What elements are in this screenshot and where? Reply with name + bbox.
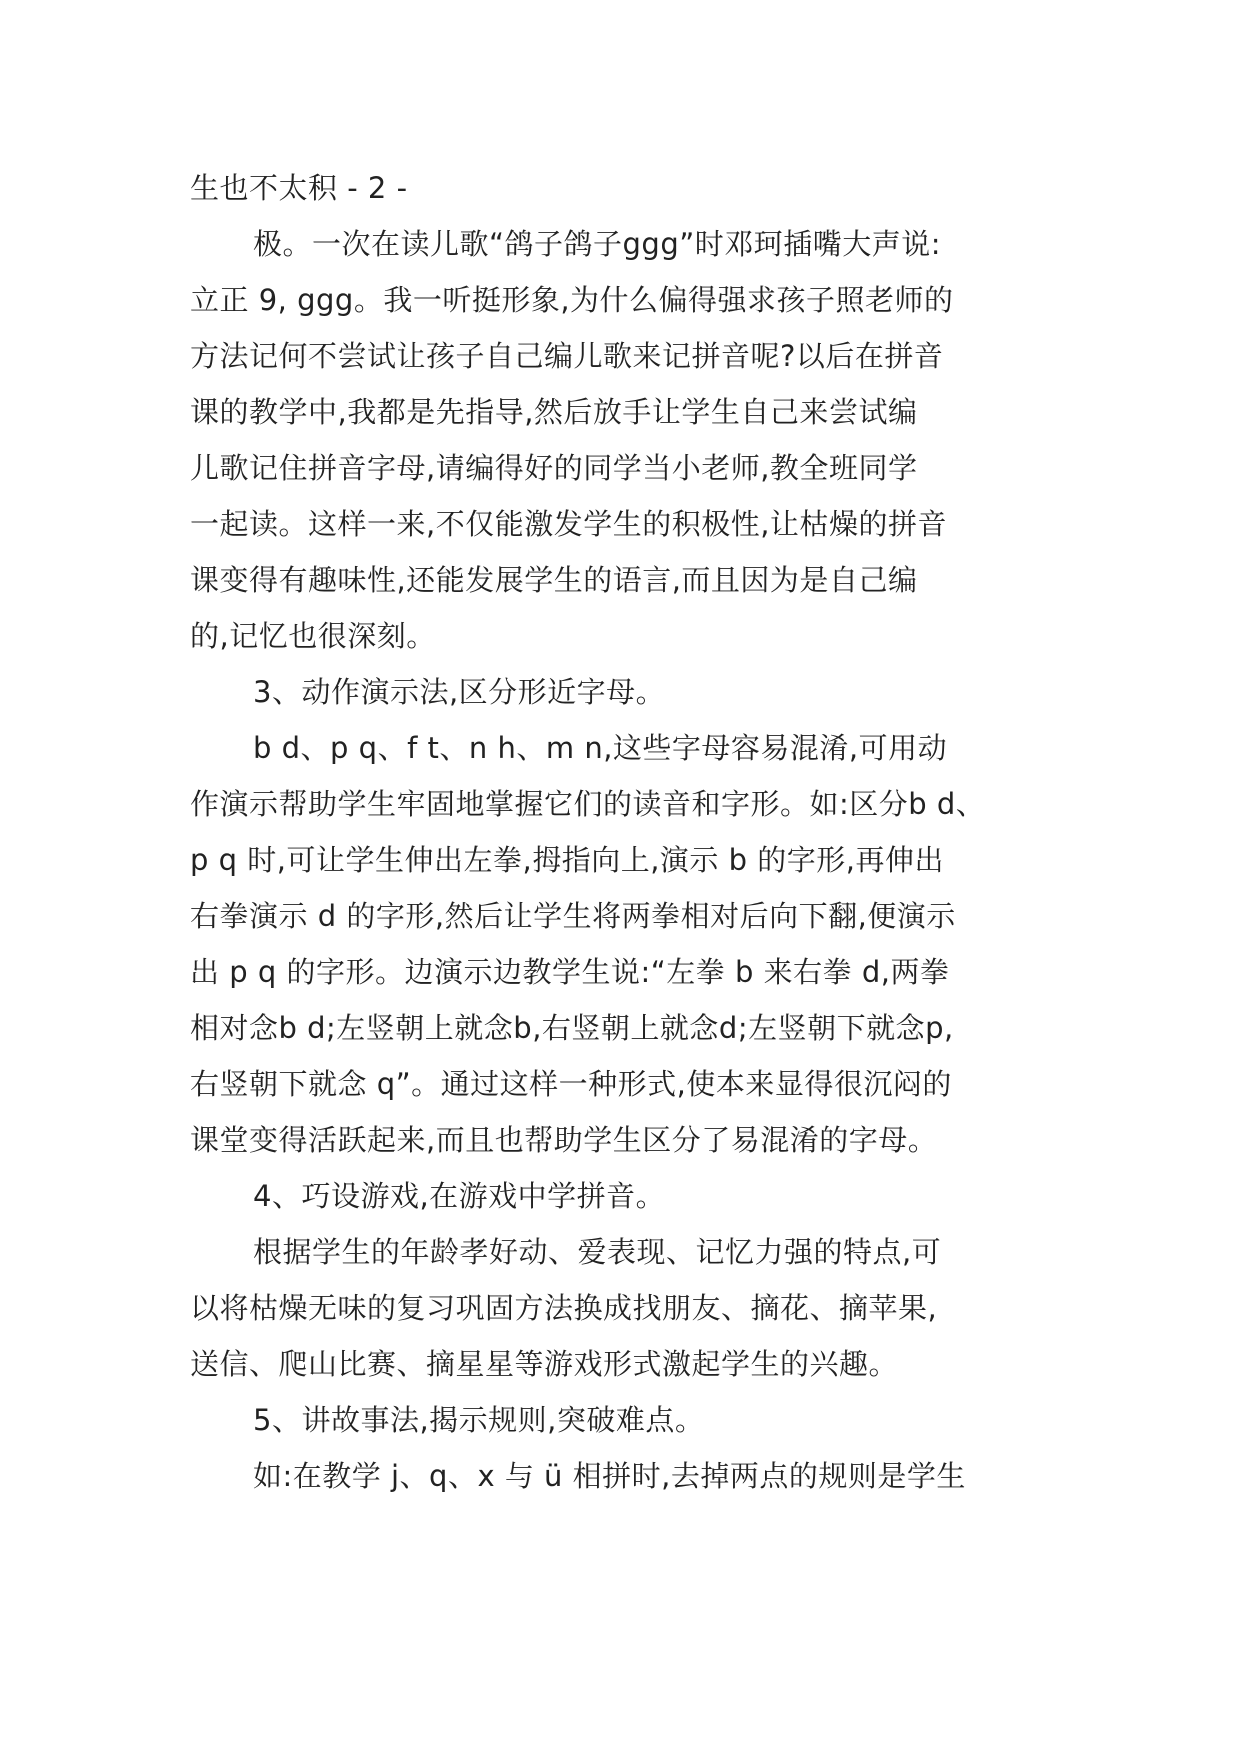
text-line: 一起读。这样一来,不仅能激发学生的积极性,让枯燥的拼音 bbox=[190, 507, 947, 541]
text-line: 立正 9, ggg。我一听挺形象,为什么偏得强求孩子照老师的 bbox=[190, 283, 954, 317]
text-line: 的,记忆也很深刻。 bbox=[190, 619, 436, 653]
text-line: 课堂变得活跃起来,而且也帮助学生区分了易混淆的字母。 bbox=[190, 1123, 938, 1157]
text-line: 如:在教学 j、q、x 与 ü 相拼时,去掉两点的规则是学生 bbox=[253, 1459, 966, 1493]
text-line: 右拳演示 d 的字形,然后让学生将两拳相对后向下翻,便演示 bbox=[190, 899, 956, 933]
section-heading: 5、讲故事法,揭示规则,突破难点。 bbox=[253, 1403, 705, 1437]
text-line: 极。一次在读儿歌“鸽子鸽子ggg”时邓珂插嘴大声说: bbox=[253, 227, 942, 261]
text-line: 以将枯燥无味的复习巩固方法换成找朋友、摘花、摘苹果, bbox=[190, 1291, 938, 1325]
text-line: p q 时,可让学生伸出左拳,拇指向上,演示 b 的字形,再伸出 bbox=[190, 843, 944, 877]
section-heading: 4、巧设游戏,在游戏中学拼音。 bbox=[253, 1179, 666, 1213]
text-line: 送信、爬山比赛、摘星星等游戏形式激起学生的兴趣。 bbox=[190, 1347, 899, 1381]
text-line: 根据学生的年龄孝好动、爱表现、记忆力强的特点,可 bbox=[253, 1235, 942, 1269]
text-line: 右竖朝下就念 q”。通过这样一种形式,使本来显得很沉闷的 bbox=[190, 1067, 952, 1101]
text-line: 方法记何不尝试让孩子自己编儿歌来记拼音呢?以后在拼音 bbox=[190, 339, 944, 373]
text-line: 生也不太积 - 2 - bbox=[190, 171, 408, 205]
text-line: 作演示帮助学生牢固地掌握它们的读音和字形。如:区分b d、 bbox=[190, 787, 986, 821]
text-line: 出 p q 的字形。边演示边教学生说:“左拳 b 来右拳 d,两拳 bbox=[190, 955, 950, 989]
text-line: 相对念b d;左竖朝上就念b,右竖朝上就念d;左竖朝下就念p, bbox=[190, 1011, 954, 1045]
text-line: b d、p q、f t、n h、m n,这些字母容易混淆,可用动 bbox=[253, 731, 948, 765]
text-line: 课的教学中,我都是先指导,然后放手让学生自己来尝试编 bbox=[190, 395, 918, 429]
text-line: 课变得有趣味性,还能发展学生的语言,而且因为是自己编 bbox=[190, 563, 918, 597]
text-line: 儿歌记住拼音字母,请编得好的同学当小老师,教全班同学 bbox=[190, 451, 918, 485]
section-heading: 3、动作演示法,区分形近字母。 bbox=[253, 675, 666, 709]
